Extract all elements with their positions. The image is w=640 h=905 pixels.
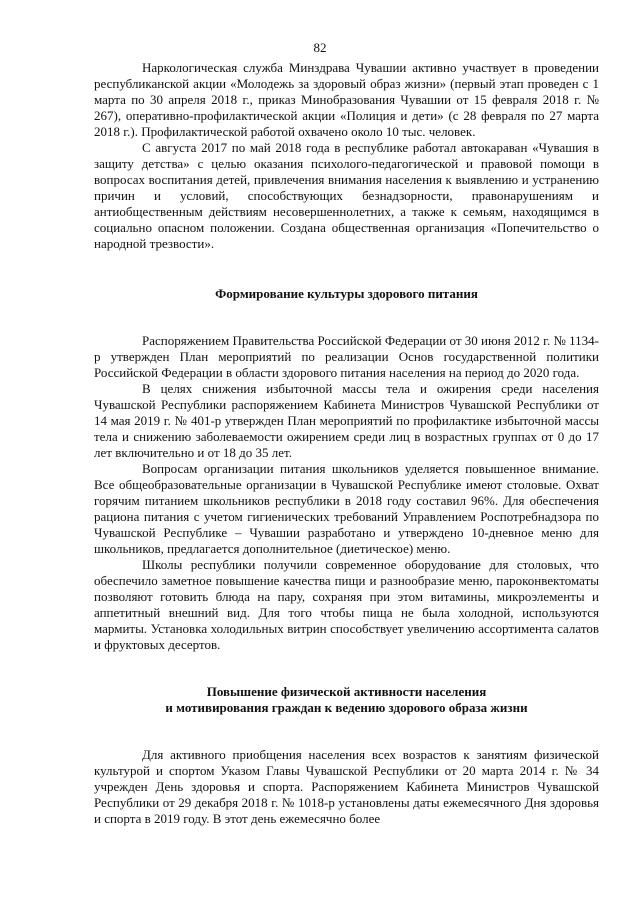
section-heading-line: и мотивирования граждан к ведению здорового образа жизни <box>165 700 528 715</box>
section-heading-line: Повышение физической активности населения <box>206 684 487 699</box>
paragraph: С августа 2017 по май 2018 года в республике работал автокараван «Чувашия в защиту детства» с целью оказания психолого-педагогической и правовой помощи в вопросах воспитания детей, привлечения внимания населения к выявлению и устранению причин и условий, способствующих безнадзорности, правонарушениям и антиобщественным действиям несовершеннолетних, а также к семьям, находящимся в социально опасном положении. Создана общественная организация «Попечительство о народной трезвости». <box>94 140 599 251</box>
paragraph: Школы республики получили современное оборудование для столовых, что обеспечило заметное повышение качества пищи и разнообразие меню, пароконвектоматы позволяют готовить блюда на пару, сохраняя при этом витамины, микроэлементы и аппетитный внешний вид. Для того чтобы пища не была холодной, используются мармиты. Установка холодильных витрин способствует увеличению ассортимента салатов и фруктовых десертов. <box>94 557 599 652</box>
paragraph: В целях снижения избыточной массы тела и ожирения среди населения Чувашской Республики распоряжением Кабинета Министров Чувашской Республики от 14 мая 2019 г. № 401-р утвержден План мероприятий по профилактике избыточной массы тела и снижению заболеваемости ожирением среди лиц в возрастных группах от 0 до 17 лет включительно и от 18 до 35 лет. <box>94 381 599 460</box>
paragraph: Распоряжением Правительства Российской Федерации от 30 июня 2012 г. № 1134-р утвержден План мероприятий по реализации Основ государственной политики Российской Федерации в области здорового питания населения на период до 2020 года. <box>94 333 599 380</box>
page-number: 82 <box>313 40 327 55</box>
paragraph: Для активного приобщения населения всех возрастов к занятиям физической культурой и спортом Указом Главы Чувашской Республики от 20 марта 2014 г. № 34 учрежден День здоровья и спорта. Распоряжением Кабинета Министров Чувашской Республики от 29 декабря 2018 г. № 1018-р установлены даты ежемесячного Дня здоровья и спорта в 2019 году. В этот день ежемесячно более <box>94 747 599 826</box>
paragraph: Вопросам организации питания школьников уделяется повышенное внимание. Все общеобразовательные организации в Чувашской Республике имеют столовые. Охват горячим питанием школьников республики в 2018 году составил 96%. Для обеспечения рациона питания с учетом гигиенических требований Управлением Роспотребнадзора по Чувашской Республике – Чувашии разработано и утверждено 10-дневное меню для школьников, предлагается дополнительное (диетическое) меню. <box>94 461 599 556</box>
section-heading-physical-activity <box>94 684 599 716</box>
section-heading-healthy-nutrition: Формирование культуры здорового питания <box>215 286 478 301</box>
page-body <box>94 60 599 827</box>
paragraph: Наркологическая служба Минздрава Чувашии активно участвует в проведении республиканской акции «Молодежь за здоровый образ жизни» (первый этап проведен с 1 марта по 30 апреля 2018 г., приказ Минобразования Чувашии от 15 февраля 2018 г. № 267), оперативно-профилактической акции «Полиция и дети» (с 28 февраля по 27 марта 2018 г.). Профилактической работой охвачено около 10 тыс. человек. <box>94 60 599 139</box>
